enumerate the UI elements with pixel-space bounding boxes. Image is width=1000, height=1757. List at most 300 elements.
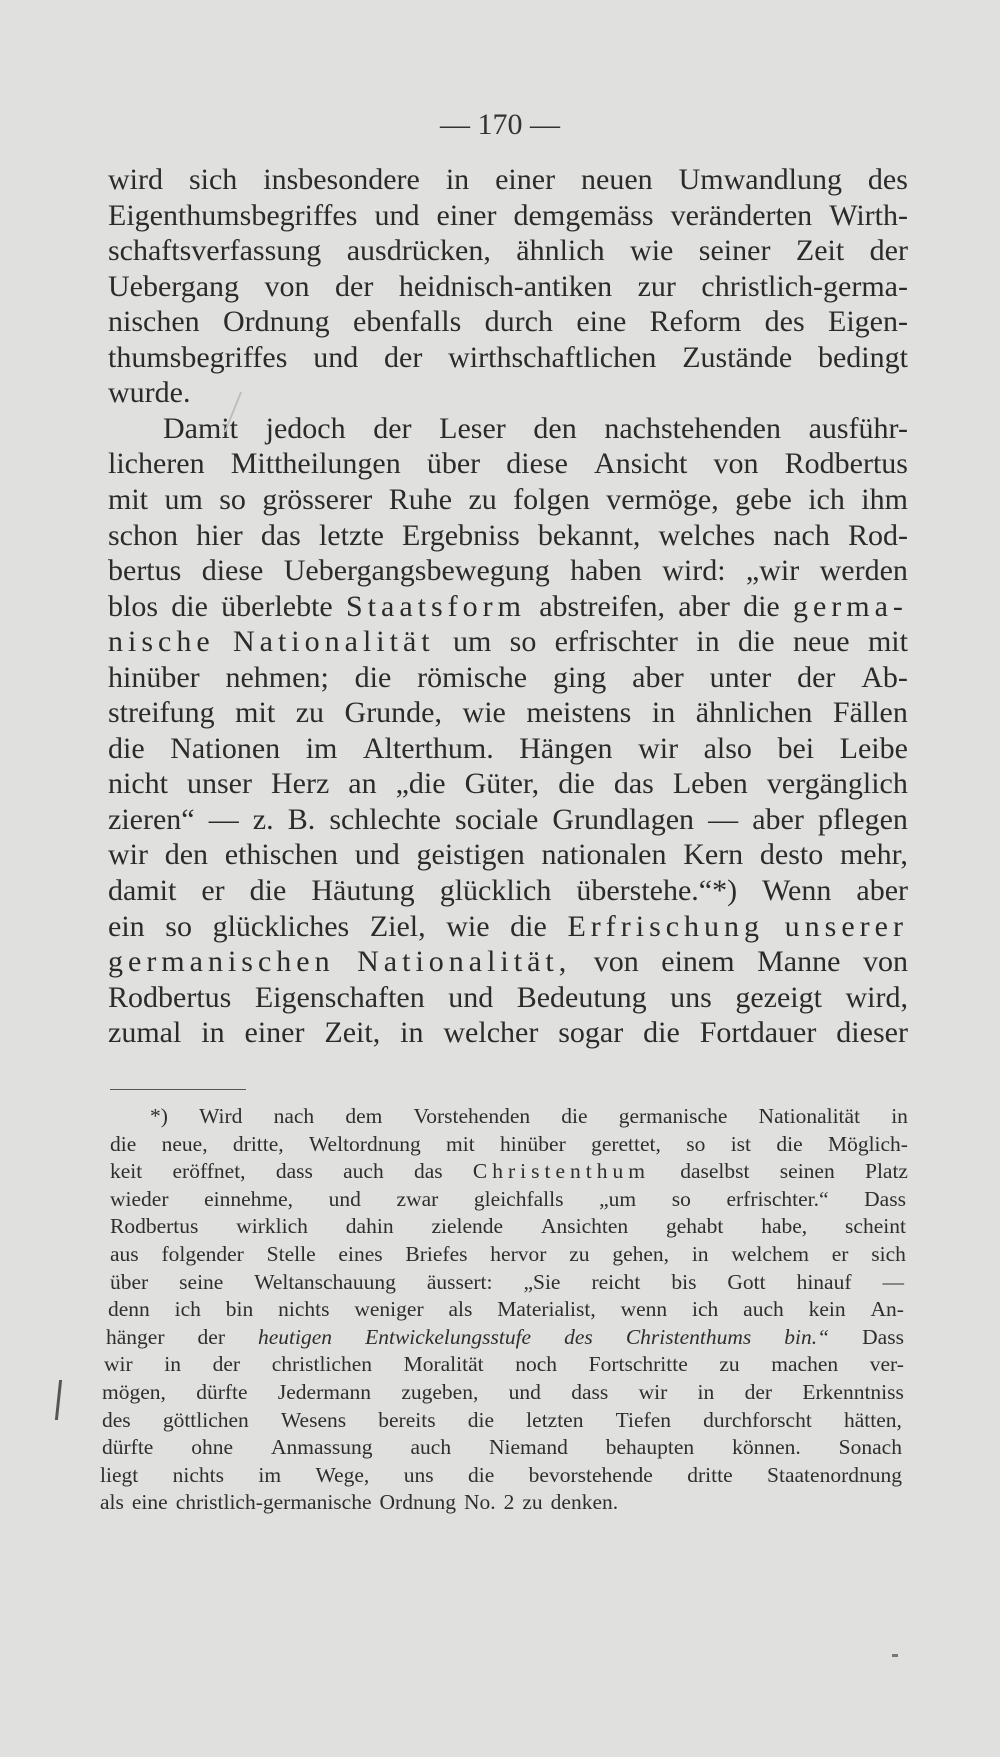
word: meistens [526,696,632,730]
word: Eigenschaften [254,980,425,1014]
word: glücklich [439,874,552,907]
word: Ordnung [223,305,330,339]
word: auch [410,1435,452,1460]
word: Sonach [838,1435,902,1460]
word: bin [225,1297,254,1322]
word: wurde. [108,376,191,410]
word: und [508,1380,541,1404]
word: wenn [620,1297,668,1322]
word: durchforscht [703,1407,812,1432]
word: von [593,945,639,979]
word: zu [522,1490,543,1515]
footnote-line [102,1408,902,1438]
word: dieser [836,1016,908,1050]
word: der [212,1352,241,1377]
word: B. [287,802,316,836]
word: römische [417,660,528,694]
word: Erkenntniss [802,1380,904,1404]
word: auch [343,1159,384,1184]
word: zu [719,1352,740,1377]
word: Ergebniss [402,518,520,552]
word: zu [468,482,497,516]
word: er [201,874,225,907]
word: im [305,731,338,765]
word: einer [495,163,556,196]
word: in [891,1104,908,1128]
word: seiner [698,234,771,268]
word: geistigen [416,838,525,872]
word: aber [678,589,730,623]
word: eröffnet, [172,1159,246,1184]
word: ging [552,660,607,694]
word: zu [569,1242,590,1266]
word: den [533,411,577,445]
word: dürfte [102,1435,154,1460]
word: Staatenordnung [767,1462,902,1487]
word: ein [108,909,145,943]
word: in [400,1016,424,1050]
word: bekannt, [537,518,641,552]
word: nachstehenden [604,411,781,445]
word: wie [446,909,490,943]
word: gehen, [612,1242,670,1266]
word: dahin [345,1214,394,1239]
word: welchem [731,1242,809,1266]
word: Eigen- [828,305,908,339]
word: folgen [513,482,590,516]
word: Mittheilungen [230,447,401,481]
word: wie [462,696,506,730]
footnote-line [104,1352,904,1382]
text-line [108,305,908,345]
word: in [201,1016,225,1050]
word: Fortdauer [699,1016,817,1050]
word: germa- [792,589,908,623]
word: blos [108,589,159,623]
word: des [564,1324,593,1349]
footnote-line [150,1104,908,1134]
word: *) [150,1104,168,1128]
word: der [744,1380,773,1404]
word: ebenfalls [353,305,462,339]
word: Nationalität [758,1104,861,1128]
word: eine [576,305,627,339]
word: die [354,660,392,694]
word: Stelle [266,1242,316,1266]
word: hänger [106,1324,165,1349]
word: uns [403,1462,434,1487]
word: Fällen [832,696,908,730]
word: um [164,482,203,516]
word: christlich-germanische [175,1490,372,1515]
word: „Sie [523,1269,561,1294]
text-line [108,270,908,310]
word: diese [201,554,264,588]
word: Platz [864,1159,908,1184]
text-line [108,590,908,630]
word: und [374,198,420,232]
margin-pencil-mark [55,1380,62,1420]
word: sociale [455,802,539,836]
word: aber [752,802,804,836]
word: wird, [845,980,908,1014]
word: mit [446,1131,475,1156]
word: Wesens [280,1407,347,1432]
word: zwar [396,1186,439,1211]
word: thumsbegriffes [108,340,288,374]
word: mehr, [839,838,908,872]
word: er [831,1242,849,1266]
word: können. [732,1435,801,1460]
text-line [108,447,908,487]
text-line [108,661,908,701]
word: Zeit [795,234,845,268]
word: nichts [172,1462,224,1487]
footnote-line [102,1380,904,1410]
word: machen [771,1352,839,1377]
word: Moralität [403,1352,484,1377]
text-line [108,519,908,559]
text-line [108,838,908,878]
word: bin.“ [784,1324,830,1349]
word: demgemäss [513,198,654,232]
word: gebe [735,482,792,516]
word: nichts [278,1297,330,1322]
word: von [713,447,759,481]
word: die [249,874,287,907]
word: unter [709,660,772,694]
word: Materialist, [497,1297,596,1322]
word: schon [108,518,178,552]
word: und [354,838,400,872]
word: diese [506,447,568,481]
text-line [108,625,908,665]
footnote-line [110,1214,906,1244]
word: ausdrücken, [346,234,491,268]
word: mit [867,625,908,659]
word: wir [638,1380,668,1404]
word: Eigenthumsbegriffes [108,198,358,232]
footnote-line [102,1435,902,1465]
word: von [264,269,310,303]
text-line [108,981,908,1021]
word: dritte, [232,1131,284,1156]
word: zu [295,696,325,730]
text-line [108,767,908,807]
word: der [335,269,374,303]
word: folgender [161,1242,244,1266]
word: wie [630,234,674,268]
word: erfrischter [554,625,678,659]
word: sich [188,163,238,196]
word: reicht [591,1269,641,1294]
word: daselbst [680,1159,750,1184]
word: glückliches [212,909,350,943]
word: vermöge, [606,482,719,516]
word: wir [104,1352,133,1377]
footnote-line [108,1297,904,1327]
word: Rodbertus [784,447,908,481]
word: aber [856,874,908,907]
word: welches [658,518,756,552]
word: also [703,731,752,765]
word: Grundlagen [552,802,695,836]
word: dass [571,1380,609,1404]
word: erfrischter.“ [726,1186,829,1211]
word: über [426,447,481,481]
word: ich [808,482,845,516]
word: Kern [683,838,744,872]
word: Möglich- [827,1131,908,1156]
word: streifung [108,696,215,730]
word: germanische [618,1104,728,1128]
word: 2 [503,1490,515,1515]
word: einnehme, [204,1186,294,1211]
word: grösserer [262,482,373,516]
word: Niemand [489,1435,568,1460]
word: Grunde, [344,696,443,730]
word: der [197,1324,225,1349]
word: jedoch [265,411,346,445]
word: die [743,589,780,623]
word: Anmassung [271,1435,373,1460]
word: heidnisch-antiken [398,269,613,303]
word: Vorstehenden [413,1104,531,1128]
word: mit [235,696,276,730]
word: die [558,767,595,801]
word: des [102,1407,131,1432]
word: die [171,589,208,623]
word: über [110,1269,149,1294]
word: überlebte [221,589,333,623]
word: von [862,945,908,979]
word: wirthschaftlichen [448,340,657,374]
word: — [882,1269,904,1294]
word: Wirth- [829,198,908,232]
word: nehmen; [225,660,329,694]
word: „um [599,1186,637,1211]
word: die [110,1131,137,1156]
word: in [651,696,676,730]
word: bis [671,1269,697,1294]
word: des [764,305,805,339]
word: abstreifen, [539,589,665,623]
word: habe, [761,1214,808,1239]
footnote-line [110,1187,906,1217]
word: wir [108,838,148,872]
word: dürfte [196,1380,248,1404]
text-line [108,910,908,950]
word: haben [570,554,642,588]
word: Rodbertus [110,1214,199,1239]
word: gerettet, [591,1131,661,1156]
word: gezeigt [735,980,822,1014]
word: Dass [862,1324,904,1349]
word: heutigen [258,1324,333,1349]
word: Leser [439,411,506,445]
word: um [452,625,492,659]
word: neue, [161,1131,208,1156]
word: nationalen [541,838,667,872]
text-line [108,554,908,594]
word: Bedeutung [516,980,647,1014]
word: so [686,1131,706,1156]
word: werden [819,554,908,588]
word: letzten [526,1407,584,1432]
word: hier [196,518,243,552]
word: schaftsverfassung [108,234,322,268]
word: An- [870,1297,904,1322]
word: aus [110,1242,139,1266]
word: wird [108,163,163,196]
word: Damit [163,411,238,445]
word: hinüber [500,1131,566,1156]
word: Wird [199,1104,243,1128]
word: eine [131,1490,168,1515]
word: an [348,767,377,801]
word: ohne [191,1435,234,1460]
word: Wege, [315,1462,370,1487]
word: einer [436,198,497,232]
word: die [467,1407,495,1432]
text-line [108,1016,908,1056]
word: christlichen [271,1352,372,1377]
word: Rod- [847,518,908,552]
word: ich [174,1297,201,1322]
word: Jedermann [277,1380,372,1404]
word: die [510,909,547,943]
word: der [373,411,412,445]
word: Güter, [464,767,540,801]
text-line [108,234,908,274]
word: christlich-germa- [701,269,908,303]
footnote-line [110,1159,908,1189]
word: ist [730,1131,752,1156]
word: Alterthum. [362,731,494,765]
text-line [108,199,908,239]
word: der [384,340,423,374]
word: des [867,163,908,196]
text-line [108,945,908,985]
word: Hängen [519,731,613,765]
word: behaupten [605,1435,695,1460]
word: Entwickelungsstufe [365,1324,532,1349]
word: in [164,1352,182,1377]
word: licheren [108,447,205,481]
word: Fortschritte [588,1352,688,1377]
text-line [108,341,908,381]
word: germanischen [108,945,335,979]
word: Ruhe [388,482,453,516]
word: Leibe [839,731,908,765]
word: Tiefen [615,1407,671,1432]
word: im [258,1462,282,1487]
word: den [164,838,209,872]
word: hätten, [843,1407,902,1432]
text-line [108,732,908,772]
word: die [643,1016,680,1050]
word: Umwandlung [678,163,842,196]
word: Rodbertus [108,980,232,1014]
word: Weltordnung [308,1131,421,1156]
word: bedingt [817,340,908,374]
text-line [108,163,908,203]
word: liegt [100,1462,139,1487]
word: der [869,234,908,268]
word: nach [273,1104,315,1128]
word: schlechte [329,802,441,836]
word: ausführ- [808,411,908,445]
word: in [696,625,720,659]
word: letzte [318,518,384,552]
word: hinüber [108,660,200,694]
word: Reform [649,305,742,339]
word: gehabt [666,1214,724,1239]
word: nische [108,625,215,659]
word: überstehe.“*) [576,874,738,907]
word: Erfrischung [567,909,765,943]
word: ihm [861,482,908,516]
word: göttlichen [162,1407,249,1432]
word: welcher [443,1016,539,1050]
text-line [108,803,908,843]
word: einem [661,945,735,979]
footnote-line [106,1325,904,1355]
word: die [737,625,775,659]
text-line [108,696,908,736]
word: Leben [672,767,748,801]
word: denn [108,1297,150,1322]
word: Zustände [682,340,793,374]
word: eines [338,1242,383,1266]
footnote-line [110,1242,906,1272]
ink-speck [892,1654,898,1657]
word: ähnlich [516,234,605,268]
word: neue [792,625,850,659]
word: das [413,1159,443,1184]
word: vergänglich [766,767,908,801]
word: z. [252,802,274,836]
word: Uebergangsbewegung [283,554,550,588]
word: so [671,1186,691,1211]
word: die [467,1462,495,1487]
word: in [697,1380,715,1404]
word: nach [773,518,830,552]
word: ähnlichen [695,696,813,730]
word: Ansichten [540,1214,629,1239]
word: hinauf [796,1269,852,1294]
word: bereits [378,1407,436,1432]
footnote-line [100,1463,902,1493]
word: No. [463,1490,496,1515]
word: die [776,1131,803,1156]
word: in [691,1242,709,1266]
word: die [561,1104,588,1128]
word: als [448,1297,473,1322]
word: wird: [662,554,726,588]
word: Ansicht [594,447,688,481]
word: Ordnung [379,1490,456,1515]
word: nicht [108,767,168,801]
word: ich [692,1297,719,1322]
word: scheint [845,1214,906,1239]
word: Ziel, [369,909,426,943]
word: Briefes [405,1242,468,1266]
word: Staatsform [345,589,526,623]
word: durch [484,305,553,339]
word: seine [179,1269,224,1294]
word: zielende [431,1214,504,1239]
